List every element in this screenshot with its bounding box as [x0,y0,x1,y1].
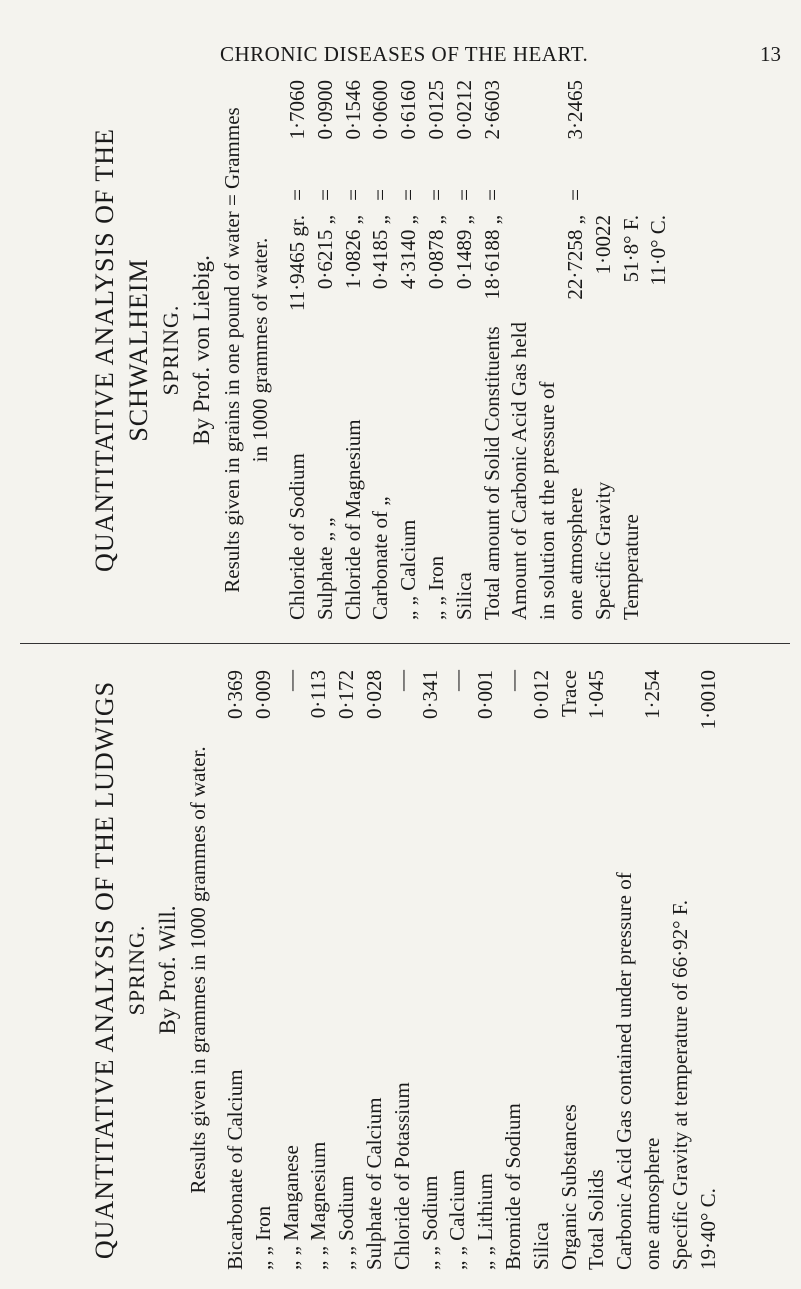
page-header [0,0,801,70]
row-grains: 51·8° F. [618,215,643,283]
row-label: „ „ Lithium [473,1173,498,1270]
table-row [278,670,306,1270]
row-grains: 0·1489 „ [451,215,476,290]
row-grains: 0·6215 „ [312,215,337,290]
row-label: 19·40° C. [695,1188,720,1270]
row-label: „ „ Sodium [417,1175,442,1270]
row-grains: 1·0826 „ [340,215,365,290]
table-row [583,670,611,1270]
row-label [645,286,673,620]
table-row [423,80,451,620]
row-grammes: 0·6160 [396,80,421,140]
table-row [611,670,639,1270]
page-number: 13 [760,42,781,66]
ludwigs-analysis-table [88,670,722,1270]
row-value: 1·0010 [695,670,720,730]
row-equals: = [396,189,421,201]
row-grammes [618,80,646,175]
row-equals [506,175,534,215]
table-row [556,670,584,1270]
table-row [645,80,673,620]
table-row [590,80,618,620]
table-row [340,80,368,620]
row-grains: 22·7258 „ [562,215,587,300]
row-grammes [590,80,618,175]
table-row [417,670,445,1270]
row-label: Chloride of Potassium [389,1082,414,1270]
row-value: — [445,670,470,691]
running-title: CHRONIC DISEASES OF THE HEART. [220,42,589,66]
row-grains: 11·0° C. [646,215,671,286]
table-rows [222,670,722,1270]
row-value: 0·012 [528,670,553,719]
row-value: 0·369 [223,670,247,719]
row-label: Chloride of Magnesium [340,419,365,620]
row-value: 1·045 [584,670,609,719]
row-value: 0·028 [361,670,386,719]
row-label: Silica [451,572,476,620]
table-author: By Prof. Will. [155,905,180,1035]
row-value [611,670,639,750]
row-label: Carbonate of „ [368,496,393,620]
row-value: 0·172 [334,670,359,719]
row-equals [645,175,673,215]
table-row [305,670,333,1270]
row-label: Carbonic Acid Gas contained under pressure of [612,872,637,1270]
row-grammes: 1·7060 [285,80,309,140]
row-equals [618,175,646,215]
row-grammes: 0·0900 [312,80,337,140]
table-row [451,80,479,620]
row-label: „ „ Iron [250,1205,275,1270]
table-row [333,670,361,1270]
table-author: By Prof. von Liebig. [189,255,214,445]
table-subtitle: SPRING. [124,924,149,1016]
row-label: Specific Gravity [590,481,615,620]
table-title: QUANTITATIVE ANALYSIS OF THE LUDWIGS [90,680,119,1260]
row-value: 1·254 [639,670,664,719]
results-note-line2: in 1000 grammes of water. [248,237,272,463]
row-label: „ „ Iron [423,555,448,620]
table-row [534,80,562,620]
table-row [444,670,472,1270]
row-equals [590,175,618,215]
table-row [395,80,423,620]
row-label: Silica [528,1222,553,1270]
row-grammes: 0·1546 [340,80,365,140]
table-row [250,670,278,1270]
row-label: Organic Substances [556,1104,581,1270]
row-grammes: 0·0212 [451,80,476,140]
row-label: „ „ Magnesium [306,1141,331,1270]
row-label: Chloride of Sodium [285,453,309,620]
row-equals: = [340,189,365,201]
section-divider [20,643,790,644]
table-row [506,80,534,620]
row-label: „ „ Calcium [445,1169,470,1270]
table-row [222,670,250,1270]
table-row [639,670,667,1270]
row-grammes: 0·0125 [423,80,448,140]
row-label: Bicarbonate of Calcium [223,1069,247,1270]
table-row [479,80,507,620]
table-row [562,80,590,620]
row-label: „ „ Sodium [334,1175,359,1270]
row-value: Trace [556,670,581,718]
row-grains: 11·9465 gr. [285,215,309,312]
table-rows [284,80,673,620]
table-row [312,80,340,620]
schwalheim-analysis-table [88,80,673,620]
row-value: — [500,670,525,691]
row-label: Sulphate „ „ [312,517,337,620]
row-label: „ „ Manganese [278,1145,303,1270]
table-row [528,670,556,1270]
row-label: Amount of Carbonic Acid Gas held [507,321,532,620]
row-equals [534,175,562,215]
results-note: Results given in grammes in 1000 grammes of water. [186,746,210,1194]
table-subtitle: SPRING. [158,304,183,396]
table-row [367,80,395,620]
row-grammes [506,80,534,175]
row-value: 0·341 [417,670,442,719]
row-label: Temperature [618,514,643,620]
row-value: 0·001 [473,670,498,719]
table-row [695,670,723,1270]
row-grammes [534,80,562,175]
row-grammes [645,80,673,175]
row-value: — [389,670,414,691]
row-grammes: 3·2465 [562,80,587,140]
row-value [667,670,695,750]
table-row [284,80,312,620]
row-label: one atmosphere [562,487,587,620]
row-grammes: 0·0600 [368,80,393,140]
row-equals: = [423,189,448,201]
table-row [500,670,528,1270]
row-value: 0·113 [306,670,331,719]
row-label: one atmosphere [639,1137,664,1270]
row-value: — [278,670,303,691]
row-equals: = [368,189,393,201]
row-label: in solution at the pressure of [535,381,560,620]
row-grains: 0·0878 „ [423,215,448,290]
row-equals: = [479,189,504,201]
row-equals: = [562,189,587,201]
table-row [667,670,695,1270]
row-label: Bromide of Sodium [500,1103,525,1270]
row-label: „ „ Calcium [396,519,421,620]
row-grains: 0·4185 „ [368,215,393,290]
row-grains: 18·6188 „ [479,215,504,300]
row-equals: = [312,189,337,201]
table-row [361,670,389,1270]
row-equals: = [285,189,309,201]
table-row [618,80,646,620]
row-label: Total Solids [584,1169,609,1270]
table-row [389,670,417,1270]
row-label: Specific Gravity at temperature of 66·92° F. [667,899,692,1270]
row-grains: 1·0022 [590,215,615,275]
table-row [472,670,500,1270]
table-title: QUANTITATIVE ANALYSIS OF THE SCHWALHEIM [90,128,153,572]
results-note-line1: Results given in grains in one pound of water = Grammes [220,107,244,593]
row-grains: 4·3140 „ [396,215,421,290]
row-label: Sulphate of Calcium [361,1097,386,1270]
row-value: 0·009 [250,670,275,719]
row-equals: = [451,189,476,201]
row-label: Total amount of Solid Constituents [479,326,504,620]
row-grammes: 2·6603 [479,80,504,140]
